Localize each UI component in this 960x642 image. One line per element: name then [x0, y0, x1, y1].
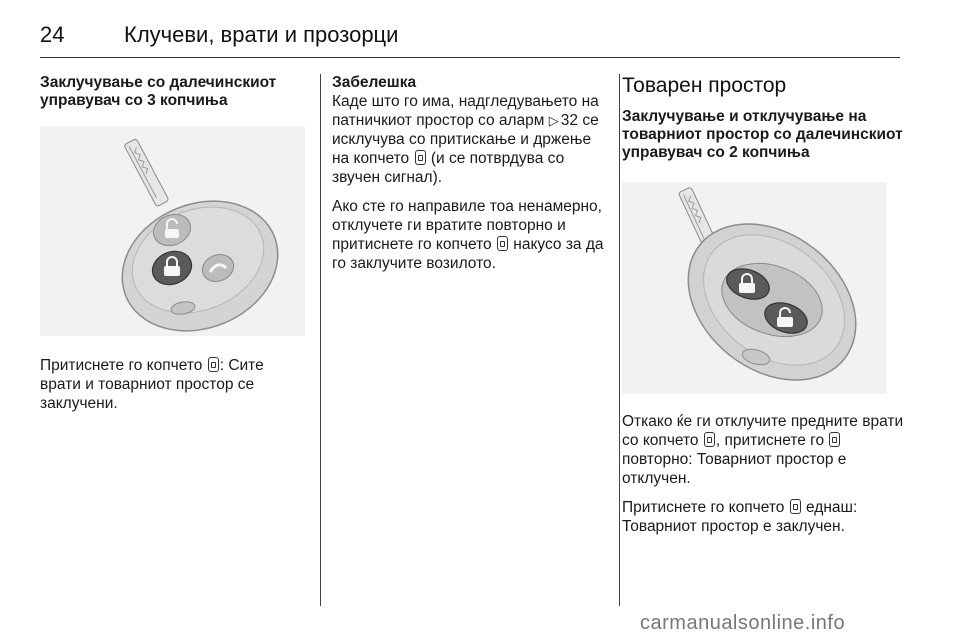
page-header [40, 12, 900, 52]
column-3 [622, 74, 904, 546]
page-number: 24 [40, 22, 65, 47]
page-reference[interactable]: 32 [560, 112, 579, 129]
note-paragraph-1 [332, 92, 608, 187]
key-fob-2-button-illustration [622, 182, 886, 394]
header-divider [40, 57, 900, 58]
col1-paragraph [40, 356, 308, 413]
note-text-1c: (и се потврдува со звучен сигнал). [332, 150, 565, 186]
col3-text-2a: Притиснете го копчето [622, 499, 785, 516]
col3-text-2b: еднаш: Товарниот простор е заклучен. [622, 499, 858, 535]
note-text-2b: накусо за да го заклучите возилото. [332, 236, 604, 272]
unlock-button-icon [829, 432, 840, 447]
col3-paragraph-1 [622, 412, 904, 488]
col3-text-1a: Откако ќе ги отклучите предните врати со копчето [622, 413, 904, 449]
col1-text-before-icon: Притиснете го копчето [40, 357, 203, 374]
page-title: Клучеви, врати и прозорци [124, 22, 399, 47]
col3-text-1c: повторно: Товарниот простор е отклучен. [622, 451, 847, 487]
section-heading-2-button: Заклучување и отклучување на товарниот простор со далечинскиот управувач со 2 копчиња [622, 108, 903, 161]
col3-paragraph-2 [622, 498, 904, 536]
watermark: carmanualsonline.info [640, 612, 846, 634]
column-divider-2 [619, 74, 620, 606]
note-paragraph-2 [332, 197, 608, 273]
triangle-right-icon: ▷ [548, 113, 559, 128]
lock-button-icon [208, 357, 219, 372]
section-title-cargo: Товарен простор [622, 74, 787, 97]
unlock-button-icon [704, 432, 715, 447]
lock-button-icon [497, 236, 508, 251]
col1-text-after-icon: : Сите врати и товарниот простор се заклучени. [40, 357, 264, 412]
note-text-1a: Каде што го има, надгледувањето на патничкиот простор со аларм [332, 93, 599, 129]
section-heading-3-button: Заклучување со далечинскиот управувач со 3 копчиња [40, 74, 277, 109]
key-fob-3-button-illustration [40, 126, 305, 336]
column-divider-1 [320, 74, 321, 606]
column-1 [40, 74, 308, 423]
column-2 [332, 74, 608, 283]
col3-text-1b: , притиснете го [715, 432, 825, 449]
lock-button-icon [790, 499, 801, 514]
note-text-2a: Ако сте го направиле тоа ненамерно, отклучете ги вратите повторно и притиснете го копчето [332, 198, 602, 253]
lock-button-icon [415, 150, 426, 165]
note-heading: Забелешка [332, 74, 417, 91]
note-text-1b: се исклучува со притискање и држење на копчето [332, 112, 599, 167]
